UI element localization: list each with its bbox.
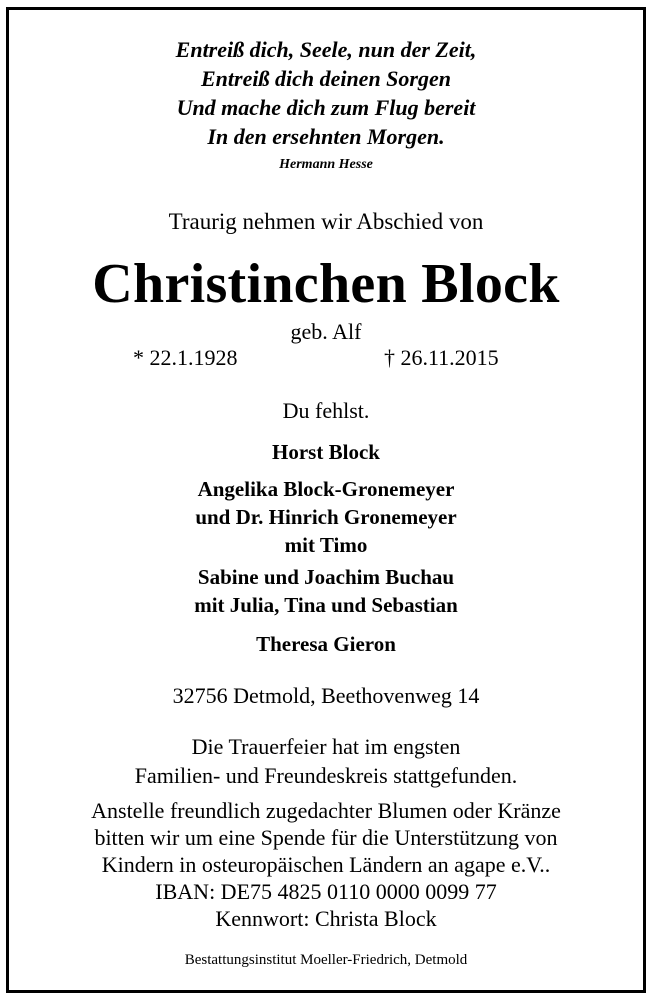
donation-line: bitten wir um eine Spende für die Unterstützung von	[94, 825, 558, 850]
donation-iban: IBAN: DE75 4825 0110 0000 0099 77	[155, 879, 497, 904]
family-member: Sabine und Joachim Buchau	[197, 565, 455, 589]
poem-line: Entreiß dich deinen Sorgen	[201, 66, 451, 91]
family-group	[0, 475, 652, 559]
poem-author: Hermann Hesse	[279, 157, 373, 172]
ceremony-line: Familien- und Freundeskreis stattgefunden.	[134, 763, 518, 788]
family-member: Angelika Block-Gronemeyer	[197, 477, 455, 501]
ceremony-line: Die Trauerfeier hat im engsten	[191, 734, 461, 759]
family-member: mit Timo	[284, 533, 368, 557]
undertaker-text: Bestattungsinstitut Moeller-Friedrich, Detmold	[184, 952, 468, 968]
message-text: Du fehlst.	[282, 398, 370, 423]
family-member: Horst Block	[272, 440, 380, 464]
family-member: Theresa Gieron	[256, 632, 396, 656]
deceased-name: Christinchen Block	[92, 253, 560, 315]
family-member: mit Julia, Tina und Sebastian	[194, 593, 458, 617]
intro-text: Traurig nehmen wir Abschied von	[168, 209, 484, 234]
family-group	[0, 438, 652, 466]
donation-text	[0, 797, 652, 932]
family-group	[0, 563, 652, 619]
donation-keyword: Kennwort: Christa Block	[215, 906, 437, 931]
poem-line: Und mache dich zum Flug bereit	[176, 95, 476, 120]
ceremony-text	[0, 732, 652, 790]
address-text: 32756 Detmold, Beethovenweg 14	[172, 683, 480, 708]
poem-line: Entreiß dich, Seele, nun der Zeit,	[175, 37, 477, 62]
family-member: und Dr. Hinrich Gronemeyer	[195, 505, 457, 529]
donation-line: Kindern in osteuropäischen Ländern an agape e.V..	[101, 852, 551, 877]
donation-line: Anstelle freundlich zugedachter Blumen oder Kränze	[91, 798, 561, 823]
poem-line: In den ersehnten Morgen.	[207, 124, 445, 149]
poem	[0, 35, 652, 151]
family-group	[0, 630, 652, 658]
birth-date: * 22.1.1928	[133, 345, 238, 370]
death-date: † 26.11.2015	[384, 345, 499, 370]
born-name: geb. Alf	[290, 319, 362, 344]
